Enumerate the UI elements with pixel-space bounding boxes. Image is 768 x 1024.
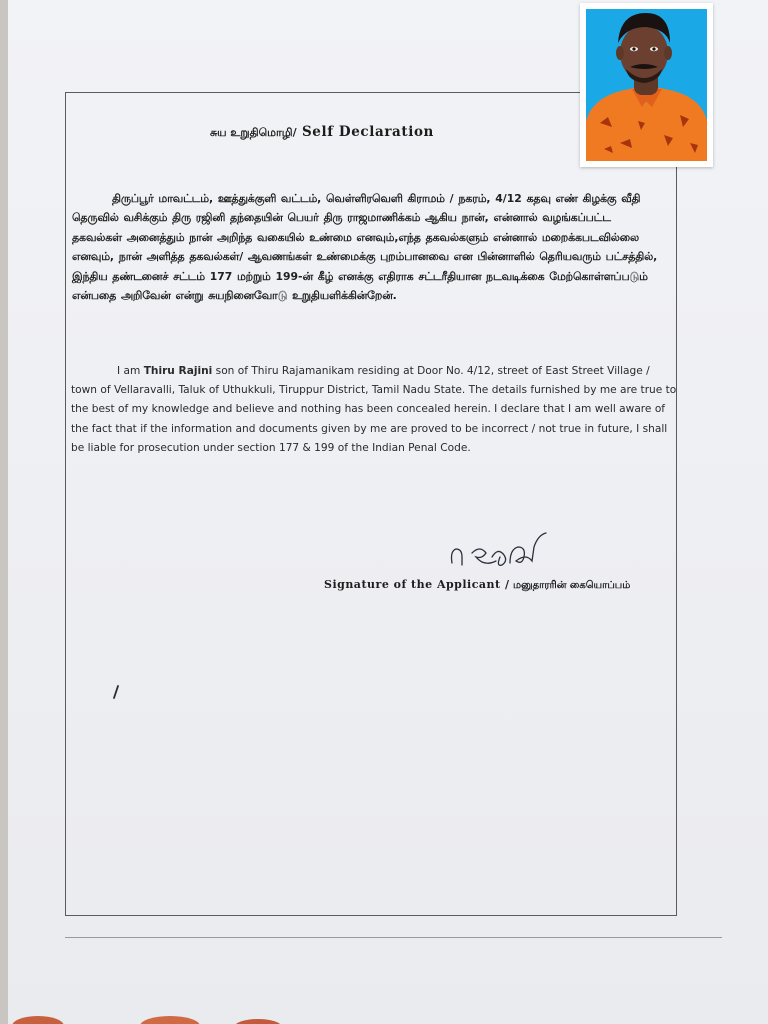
footer-rule: [65, 937, 722, 938]
english-body: son of Thiru Rajamanikam residing at Door No. 4/12, street of East Street Village / town of Vellaravalli, Taluk of Uthukkuli, Tiruppur District, Tamil Nadu State. The details furnished by me are true to the best of my knowledge and believe and nothing has been concealed herein. I declare that I am well aware of the fact that if the information and documents given by me are proved to be incorrect / not true in future, I shall be liable for prosecution under section 177 & 199 of the Indian Penal Code.: [71, 365, 677, 454]
declaration-english-paragraph: [71, 362, 677, 458]
title-tamil: சுய உறுதிமொழி/: [210, 126, 297, 139]
declaration-tamil-paragraph: திருப்பூர் மாவட்டம், ஊத்துக்குளி வட்டம், வெள்ளிரவெளி கிராமம் / நகரம், 4/12 கதவு எண் கிழக்கு வீதி தெருவில் வசிக்கும் திரு ரஜினி தந்தையின் பெயர் திரு ராஜமாணிக்கம் ஆகிய நான், என்னால் வழங்கப்பட்ட தகவல்கள் அனைத்தும் நான் அறிந்த வகையில் உண்மை எனவும்,எந்த தகவல்களும் என்னால் மறைக்கபடவில்லை எனவும், நான் அளித்த தகவல்கள்/ ஆவணங்கள் உண்மைக்கு புறம்பானவை என பின்னாளில் தெரியவரும் பட்சத்தில், இந்திய தண்டனைச் சட்டம் 177 மற்றும் 199-ன் கீழ் எனக்கு எதிராக சட்டரீதியான நடவடிக்கை மேற்கொள்ளப்படும் என்பதை அறிவேன் என்று சுயநினைவோடு உறுதியளிக்கின்றேன்.: [72, 192, 658, 303]
title-english: Self Declaration: [301, 124, 434, 140]
applicant-name: Thiru Rajini: [143, 365, 213, 377]
signature-label-tamil: மனுதாரரின் கையொப்பம்: [512, 580, 631, 591]
pen-mark: [112, 684, 120, 700]
holding-fingers: [0, 1004, 768, 1024]
applicant-photo: [580, 3, 713, 167]
handwritten-signature: [446, 527, 556, 577]
signature-label-english: Signature of the Applicant /: [324, 578, 510, 591]
signature-label: [324, 578, 672, 592]
declaration-title: [210, 124, 540, 141]
applicant-photo-image: [580, 3, 713, 167]
english-prefix: I am: [117, 365, 141, 377]
